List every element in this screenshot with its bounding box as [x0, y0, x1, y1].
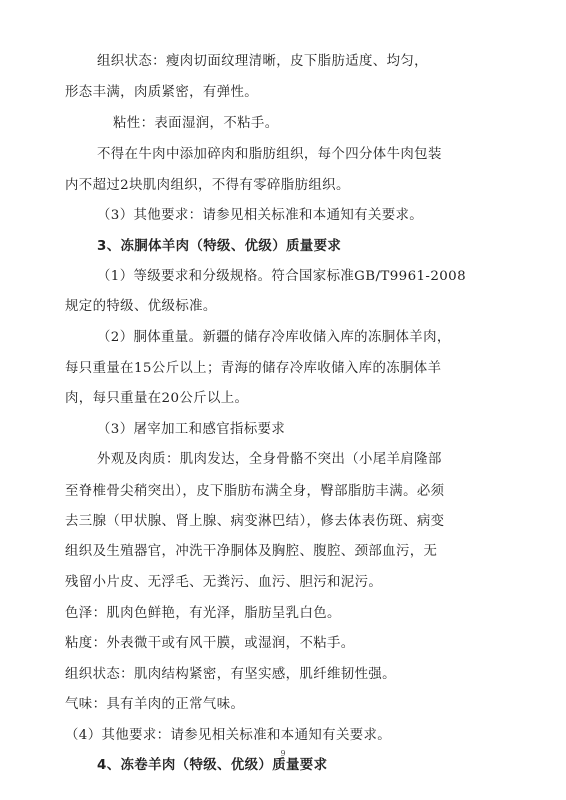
body-text-line: 组织状态：瘦肉切面纹理清晰，皮下脂肪适度、均匀，	[97, 54, 428, 69]
body-text-line: 至脊椎骨尖稍突出），皮下脂肪布满全身，臀部脂肪丰满。必须	[65, 484, 445, 499]
body-text-line: （2）胴体重量。新疆的储存冷库收储入库的冻胴体羊肉，	[97, 330, 451, 345]
body-text-line: 肉，每只重量在20公斤以上。	[65, 391, 249, 406]
section-heading: 4、冻卷羊肉（特级、优级）质量要求	[97, 758, 328, 773]
body-text-line: （3）其他要求：请参见相关标准和本通知有关要求。	[97, 208, 424, 223]
body-text-line: 形态丰满，肉质紧密，有弹性。	[65, 85, 259, 100]
body-text-line: 色泽：肌肉色鲜艳，有光泽，脂肪呈乳白色。	[65, 606, 341, 621]
body-text-line: 内不超过2块肌肉组织，不得有零碎脂肪组织。	[65, 178, 350, 193]
page-number: 9	[280, 749, 286, 758]
section-heading: 3、冻胴体羊肉（特级、优级）质量要求	[97, 239, 342, 254]
body-text-line: 外观及肉质：肌肉发达，全身骨骼不突出（小尾羊肩隆部	[97, 452, 442, 467]
body-text-line: （4）其他要求：请参见相关标准和本通知有关要求。	[65, 728, 392, 743]
body-text-line: 残留小片皮、无浮毛、无粪污、血污、胆污和泥污。	[65, 575, 383, 590]
body-text-line: （1）等级要求和分级规格。符合国家标准GB/T9961-2008	[97, 269, 467, 284]
body-text-line: 不得在牛肉中添加碎肉和脂肪组织，每个四分体牛肉包装	[97, 147, 442, 162]
body-text-line: 粘度：外表微干或有风干膜，或湿润，不粘手。	[65, 636, 355, 651]
body-text-line: 组织状态：肌肉结构紧密，有坚实感，肌纤维韧性强。	[65, 667, 396, 682]
body-text-line: 组织及生殖器官，冲洗干净胴体及胸腔、腹腔、颈部血污，无	[65, 544, 438, 559]
body-text-line: 去三腺（甲状腺、肾上腺、病变淋巴结），修去体表伤斑、病变	[65, 514, 445, 529]
body-text-line: 气味：具有羊肉的正常气味。	[65, 697, 245, 712]
body-text-line: 粘性：表面湿润，不粘手。	[113, 116, 279, 131]
body-text-line: （3）屠宰加工和感官指标要求	[97, 422, 286, 437]
body-text-line: 每只重量在15公斤以上；青海的储存冷库收储入库的冻胴体羊	[65, 361, 442, 376]
body-text-line: 规定的特级、优级标准。	[65, 299, 217, 314]
